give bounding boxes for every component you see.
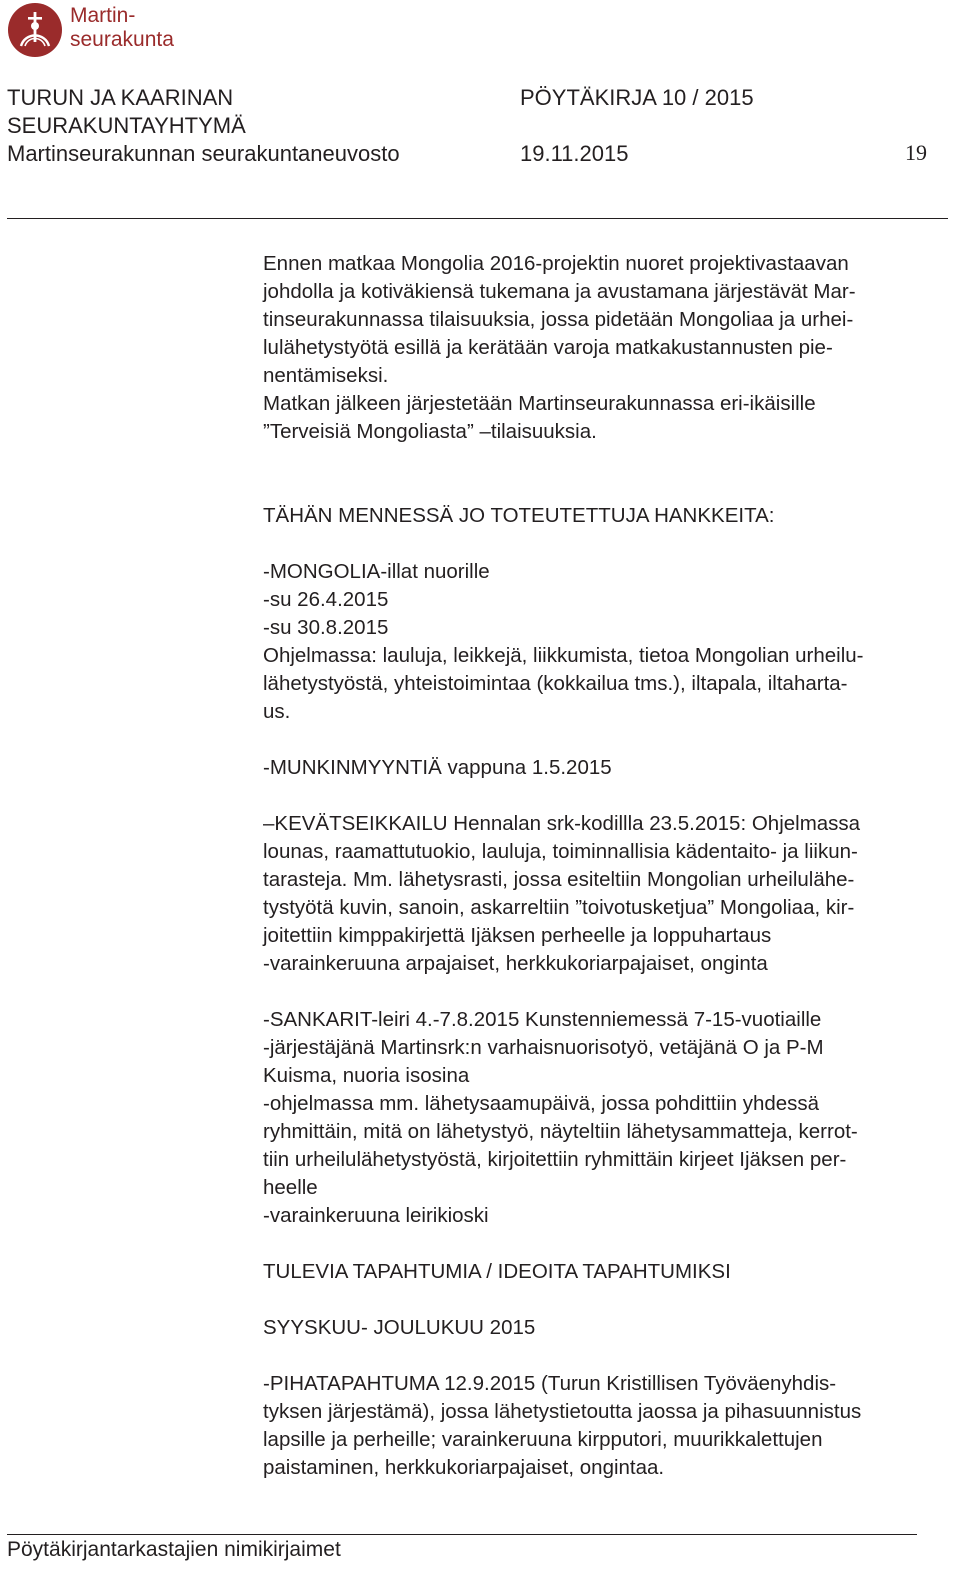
intro-paragraph bbox=[263, 250, 958, 446]
text-line: Ennen matkaa Mongolia 2016-projektin nuoret projektivastaavan bbox=[263, 252, 849, 275]
text-line: -järjestäjänä Martinsrk:n varhaisnuorisotyö, vetäjänä O ja P-M bbox=[263, 1036, 824, 1059]
text-line: -PIHATAPAHTUMA 12.9.2015 (Turun Kristillisen Työväenyhdis- bbox=[263, 1372, 837, 1395]
text-line: -varainkeruuna arpajaiset, herkkukoriarpajaiset, onginta bbox=[263, 952, 768, 975]
text-line: nentämiseksi. bbox=[263, 364, 389, 387]
document-title: PÖYTÄKIRJA 10 / 2015 bbox=[520, 85, 754, 110]
text-line: -ohjelmassa mm. lähetysaamupäivä, jossa pohdittiin yhdessä bbox=[263, 1092, 820, 1115]
text-line: lounas, raamattutuokio, lauluja, toiminnallisia kädentaito- ja liikun- bbox=[263, 840, 858, 863]
org-name-line-2: SEURAKUNTAYHTYMÄ bbox=[7, 113, 246, 138]
text-line: –KEVÄTSEIKKAILU Hennalan srk-kodillla 23.5.2015: Ohjelmassa bbox=[263, 812, 861, 835]
footer-initials-label: Pöytäkirjantarkastajien nimikirjaimet bbox=[7, 1538, 341, 1561]
org-name-line-1: TURUN JA KAARINAN bbox=[7, 85, 234, 110]
spring-adventure bbox=[263, 810, 958, 978]
yard-event bbox=[263, 1370, 958, 1482]
text-line: us. bbox=[263, 700, 291, 723]
text-line: Ohjelmassa: lauluja, leikkejä, liikkumista, tietoa Mongolian urheilu- bbox=[263, 644, 864, 667]
mongolia-evenings bbox=[263, 558, 958, 726]
section-heading-done: TÄHÄN MENNESSÄ JO TOTEUTETTUJA HANKKEITA: bbox=[263, 504, 775, 527]
footer-rule bbox=[7, 1534, 917, 1535]
text-line: tiin urheilulähetystyöstä, kirjoitettiin ryhmittäin kirjeet Ijäksen per- bbox=[263, 1148, 847, 1171]
text-line: heelle bbox=[263, 1176, 318, 1199]
meeting-date: 19.11.2015 bbox=[520, 141, 629, 166]
logo-wordmark bbox=[70, 4, 174, 52]
text-line: tystyötä kuvin, sanoin, askarreltiin ”toivotusketjua” Mongoliaa, kir- bbox=[263, 896, 855, 919]
text-line: tarasteja. Mm. lähetysrasti, jossa esiteltiin Mongolian urheilulähe- bbox=[263, 868, 855, 891]
text-line: tinseurakunnassa tilaisuuksia, jossa pidetään Mongoliaa ja urhei- bbox=[263, 308, 854, 331]
section-heading-future: TULEVIA TAPAHTUMIA / IDEOITA TAPAHTUMIKSI bbox=[263, 1260, 731, 1283]
text-line: -su 30.8.2015 bbox=[263, 616, 389, 639]
text-line: ”Terveisiä Mongoliasta” –tilaisuuksia. bbox=[263, 420, 597, 443]
text-line: -MONGOLIA-illat nuorille bbox=[263, 560, 490, 583]
parish-logo bbox=[7, 2, 197, 58]
text-line: johdolla ja kotiväkiensä tukemana ja avustamana järjestävät Mar- bbox=[263, 280, 856, 303]
sankarit-camp bbox=[263, 1006, 958, 1230]
text-line: -varainkeruuna leirikioski bbox=[263, 1204, 489, 1227]
logo-line-2: seurakunta bbox=[70, 28, 174, 51]
meeting-body: Martinseurakunnan seurakuntaneuvosto bbox=[7, 141, 400, 166]
text-line: lapsille ja perheille; varainkeruuna kirpputori, muurikkalettujen bbox=[263, 1428, 823, 1451]
text-line: ryhmittäin, mitä on lähetystyö, näyteltiin lähetysammatteja, kerrot- bbox=[263, 1120, 858, 1143]
text-line: Matkan jälkeen järjestetään Martinseurakunnassa eri-ikäisille bbox=[263, 392, 816, 415]
text-line: Kuisma, nuoria isosina bbox=[263, 1064, 470, 1087]
text-line: -SANKARIT-leiri 4.-7.8.2015 Kunstenniemessä 7-15-vuotiaille bbox=[263, 1008, 822, 1031]
text-line: joitettiin kimppakirjettä Ijäksen perheelle ja loppuhartaus bbox=[263, 924, 772, 947]
text-line: -su 26.4.2015 bbox=[263, 588, 389, 611]
header-rule bbox=[7, 218, 948, 219]
text-line: tyksen järjestämä), jossa lähetystietoutta jaossa ja pihasuunnistus bbox=[263, 1400, 862, 1423]
logo-line-1: Martin- bbox=[70, 4, 136, 27]
text-line: paistaminen, herkkukoriarpajaiset, ongintaa. bbox=[263, 1456, 665, 1479]
minutes-body bbox=[263, 250, 958, 1482]
page-number: 19 bbox=[905, 140, 927, 165]
text-line: lähetystyöstä, yhteistoimintaa (kokkailua tms.), iltapala, iltaharta- bbox=[263, 672, 848, 695]
period-heading: SYYSKUU- JOULUKUU 2015 bbox=[263, 1316, 536, 1339]
donut-sale: -MUNKINMYYNTIÄ vappuna 1.5.2015 bbox=[263, 756, 612, 779]
parish-emblem-icon bbox=[7, 2, 63, 58]
text-line: lulähetystyötä esillä ja kerätään varoja matkakustannusten pie- bbox=[263, 336, 833, 359]
